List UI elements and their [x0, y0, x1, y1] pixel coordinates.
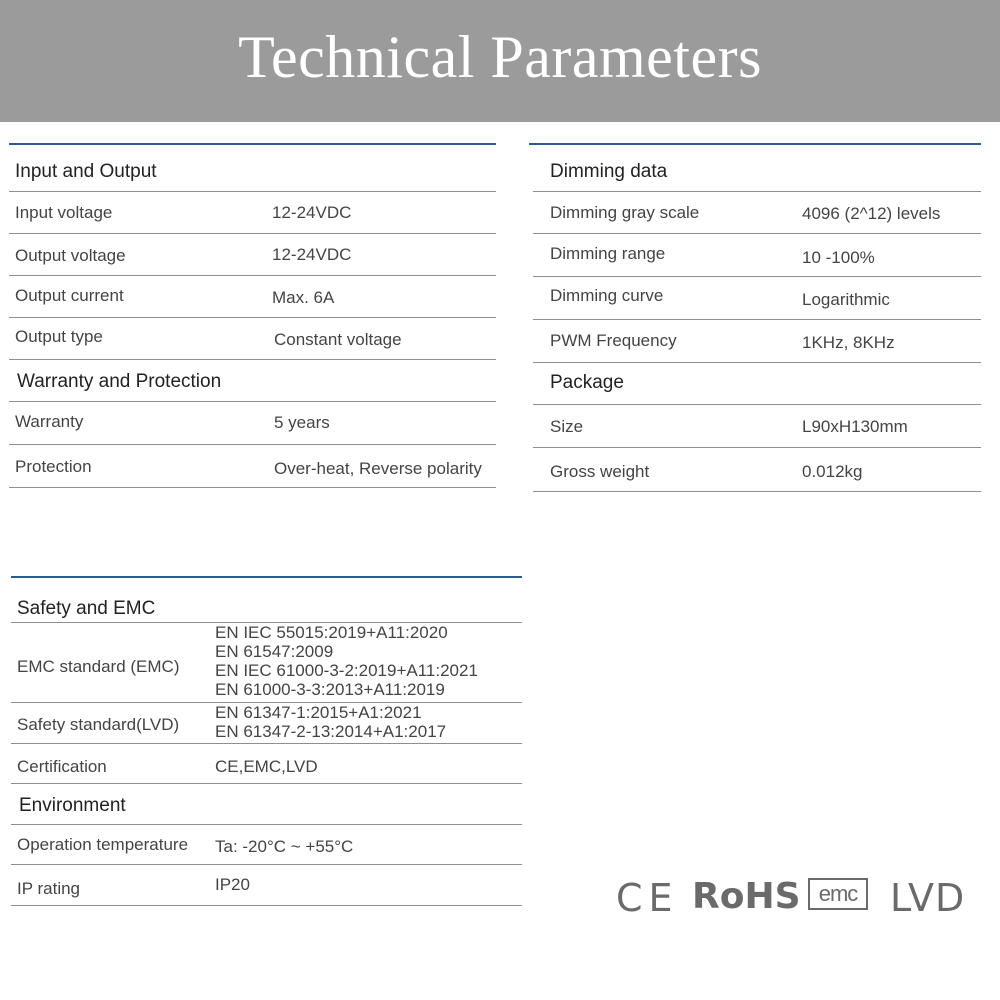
row-label: Input voltage — [15, 203, 113, 222]
input-output-table — [9, 143, 496, 488]
row-label: Dimming range — [550, 244, 666, 263]
section-header-row — [533, 363, 981, 405]
table-row — [533, 448, 981, 492]
row-value: Ta: -20°C ~ +55°C — [215, 837, 354, 856]
emc-logo: emc — [808, 878, 868, 910]
row-label: Dimming curve — [550, 286, 664, 305]
safety-environment-table — [11, 576, 522, 906]
table-row — [11, 865, 522, 906]
row-label: Safety standard(LVD) — [17, 715, 180, 734]
dimming-table — [529, 143, 981, 492]
title-banner — [0, 0, 1000, 122]
table-row — [9, 318, 496, 360]
row-value: IP20 — [215, 875, 250, 894]
section-header: Environment — [19, 795, 126, 816]
row-label: Operation temperature — [17, 835, 189, 854]
table-row — [9, 445, 496, 488]
row-label: Output current — [15, 286, 124, 305]
row-value: Constant voltage — [274, 330, 402, 349]
row-value: L90xH130mm — [802, 417, 908, 436]
row-value: 1KHz, 8KHz — [802, 333, 895, 352]
table-row-emc — [11, 623, 522, 703]
row-value: 10 -100% — [802, 248, 875, 267]
lvd-standard-line: EN 61347-2-13:2014+A1:2017 — [215, 722, 447, 741]
section-header: Safety and EMC — [17, 598, 156, 619]
emc-standards-list — [215, 623, 478, 699]
row-value: Logarithmic — [802, 290, 890, 309]
section-header: Package — [550, 372, 624, 393]
table-row — [533, 320, 981, 363]
lvd-standards-list — [215, 703, 446, 741]
row-value: Max. 6A — [272, 288, 335, 307]
lvd-standard-line: EN 61347-1:2015+A1:2021 — [215, 703, 422, 722]
row-label: Warranty — [15, 412, 84, 431]
section-header-row — [9, 145, 496, 192]
row-label: Certification — [17, 757, 107, 776]
lvd-logo: LVD — [890, 876, 966, 920]
table-row — [533, 234, 981, 277]
section-header-row — [9, 360, 496, 402]
emc-standard-line: EN 61000-3-3:2013+A11:2019 — [215, 680, 445, 699]
emc-standard-line: EN IEC 61000-3-2:2019+A11:2021 — [215, 661, 478, 680]
row-label: Output voltage — [15, 246, 126, 265]
table-row — [11, 744, 522, 784]
row-value: 5 years — [274, 413, 330, 432]
table-row — [11, 825, 522, 865]
table-row — [533, 405, 981, 448]
row-label: Output type — [15, 327, 103, 346]
section-header: Dimming data — [550, 161, 668, 182]
row-label: IP rating — [17, 879, 81, 898]
section-header-row — [11, 578, 522, 623]
section-header: Input and Output — [15, 161, 157, 182]
table-row — [533, 277, 981, 320]
page-title: Technical Parameters — [238, 24, 762, 90]
row-value: CE,EMC,LVD — [215, 757, 318, 776]
section-header: Warranty and Protection — [17, 371, 222, 392]
section-header-row — [11, 784, 522, 825]
table-row-lvd — [11, 703, 522, 744]
table-row — [9, 192, 496, 234]
row-label: Dimming gray scale — [550, 203, 700, 222]
row-label: Protection — [15, 457, 92, 476]
row-label: EMC standard (EMC) — [17, 657, 180, 676]
ce-logo: CE — [616, 876, 679, 920]
table-row — [9, 402, 496, 445]
row-label: Size — [550, 417, 584, 436]
row-value: 12-24VDC — [272, 203, 352, 222]
section-header-row — [533, 145, 981, 192]
row-value: 0.012kg — [802, 462, 863, 481]
row-value: Over-heat, Reverse polarity — [274, 459, 482, 478]
row-value: 4096 (2^12) levels — [802, 204, 941, 223]
table-row — [9, 276, 496, 318]
row-label: Gross weight — [550, 462, 650, 481]
certification-logos — [612, 872, 972, 928]
emc-standard-line: EN IEC 55015:2019+A11:2020 — [215, 623, 448, 642]
row-label: PWM Frequency — [550, 331, 677, 350]
rohs-logo: RoHS — [692, 876, 801, 917]
table-row — [9, 234, 496, 276]
emc-standard-line: EN 61547:2009 — [215, 642, 334, 661]
row-value: 12-24VDC — [272, 245, 352, 264]
table-row — [533, 192, 981, 234]
